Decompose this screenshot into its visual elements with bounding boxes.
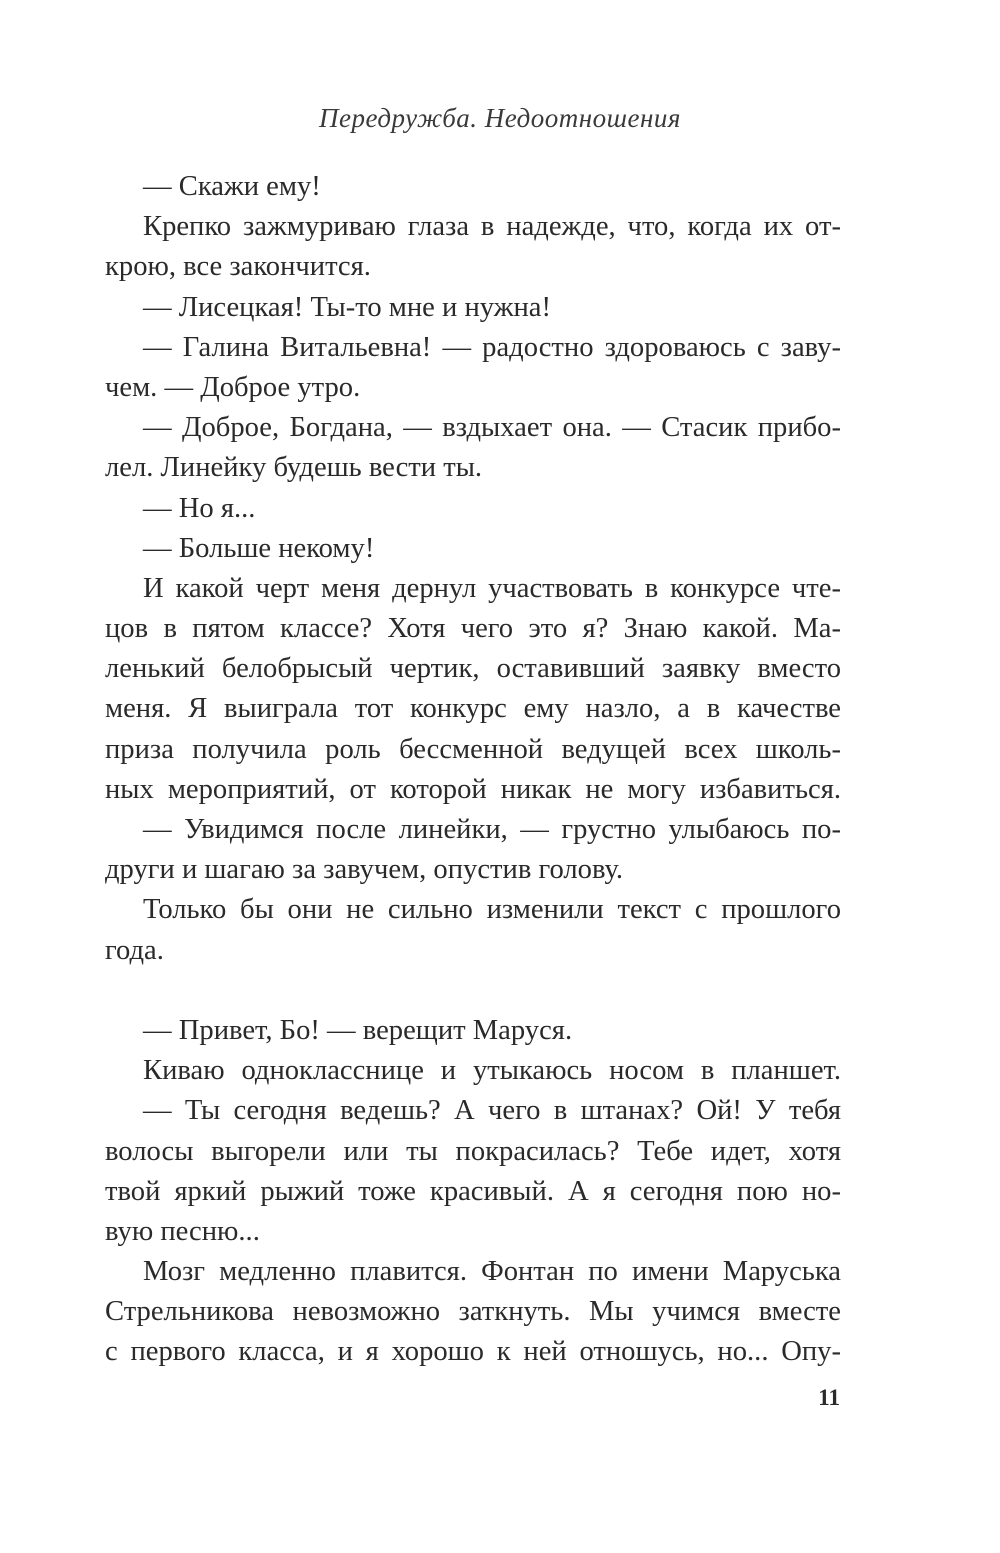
text-line: — Галина Витальевна! — радостно здороваюсь с заву- bbox=[143, 331, 841, 363]
text-line: лел. Линейку будешь вести ты. bbox=[105, 452, 483, 484]
text-line: — Скажи ему! bbox=[143, 171, 321, 202]
text-line: цов в пятом классе? Хотя чего это я? Знаю какой. Ма- bbox=[105, 613, 841, 645]
text-line: — Увидимся после линейки, — грустно улыбаюсь по- bbox=[143, 814, 841, 845]
text-line: И какой черт меня дернул участвовать в конкурсе чте- bbox=[143, 572, 841, 604]
text-line: други и шагаю за завучем, опустив голову. bbox=[105, 854, 624, 886]
running-header: Передружба. Недоотношения bbox=[319, 103, 681, 133]
text-line: твой яркий рыжий тоже красивый. А я сегодня пою но- bbox=[105, 1175, 841, 1207]
text-line: — Доброе, Богдана, — вздыхает она. — Стасик прибо- bbox=[143, 412, 841, 444]
text-line: ленький белобрысый чертик, оставивший заявку вместо bbox=[105, 653, 841, 685]
text-line: Киваю однокласснице и утыкаюсь носом в планшет. bbox=[143, 1055, 841, 1087]
text-line: крою, все закончится. bbox=[105, 251, 371, 283]
text-line: чем. — Доброе утро. bbox=[105, 371, 361, 403]
section-break bbox=[105, 971, 841, 1011]
text-line: — Ты сегодня ведешь? А чего в штанах? Ой! У тебя bbox=[143, 1095, 841, 1127]
text-line: Мозг медленно плавится. Фонтан по имени Маруська bbox=[143, 1256, 841, 1288]
text-line: Крепко зажмуриваю глаза в надежде, что, когда их от- bbox=[143, 211, 841, 243]
text-line: приза получила роль бессменной ведущей всех школь- bbox=[105, 733, 841, 765]
text-line: года. bbox=[105, 934, 164, 966]
text-line: с первого класса, и я хорошо к ней отношусь, но... Опу- bbox=[105, 1336, 841, 1368]
body-text bbox=[105, 167, 841, 1373]
text-line: меня. Я выиграла тот конкурс ему назло, а в качестве bbox=[105, 693, 841, 725]
text-line: вую песню... bbox=[105, 1215, 260, 1247]
text-line: Стрельникова невозможно заткнуть. Мы учимся вместе bbox=[105, 1296, 841, 1328]
text-line: — Привет, Бо! — верещит Маруся. bbox=[143, 1014, 573, 1046]
text-line: ных мероприятий, от которой никак не могу избавиться. bbox=[105, 773, 841, 805]
text-line: — Больше некому! bbox=[143, 532, 375, 564]
text-line: волосы выгорели или ты покрасилась? Тебе идет, хотя bbox=[105, 1135, 841, 1167]
text-line: Только бы они не сильно изменили текст с прошлого bbox=[143, 894, 841, 926]
text-line: — Лисецкая! Ты-то мне и нужна! bbox=[143, 291, 551, 323]
page-number: 11 bbox=[818, 1385, 840, 1410]
text-line: — Но я... bbox=[143, 492, 256, 524]
